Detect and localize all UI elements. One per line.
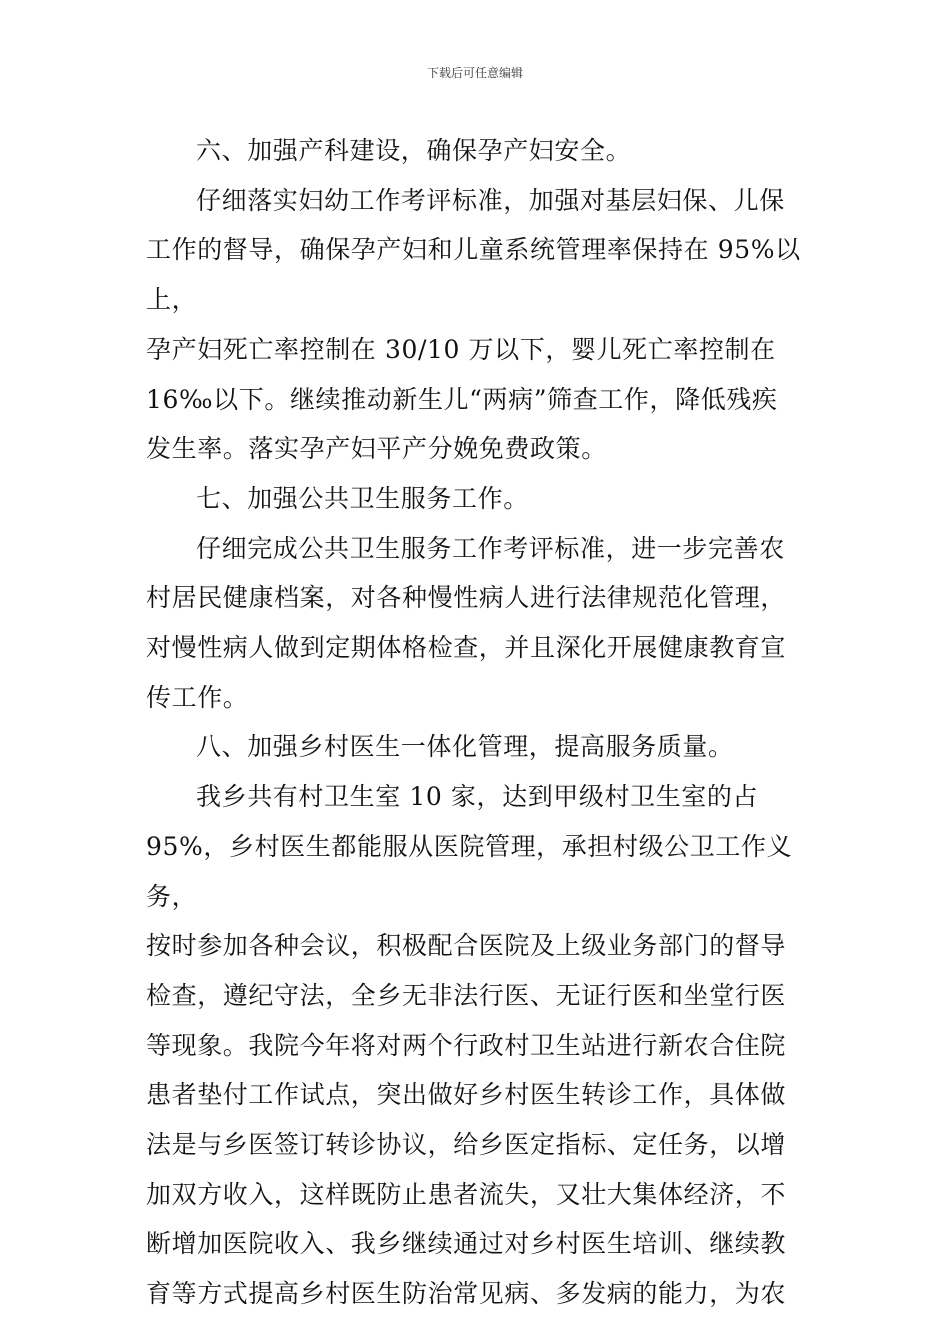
section-heading-7: 七、加强公共卫生服务工作。 bbox=[196, 483, 529, 513]
section-heading-6: 六、加强产科建设，确保孕产妇安全。 bbox=[196, 136, 632, 165]
paragraph-village-doctors: 我乡共有村卫生室 10 家，达到甲级村卫生室的占 95%，乡村医生都能服从医院管理，承担村级公卫工作义务， 按时参加各种会议，积极配合医院及上级业务部门的督导 检查，遵纪守法，全乡无非法行医、无证行医和坐堂行医 等现象。我院今年将对两个行政村卫生站进行新农合住院 患者垫付工作试点，突出做好乡村医生转诊工作，具体做 法是与乡医签订转诊协议，给乡医定指标、定任务，以增 加双方收入，这样既防止患者流失，又壮大集体经济，不 断增加医院收入、我乡继续通过对乡村医生培训、继续教 育等方式提高乡村医生防治常见病、多发病的能力，为农 bbox=[146, 782, 793, 1309]
paragraph-maternal-care: 仔细落实妇幼工作考评标准，加强对基层妇保、儿保 工作的督导，确保孕产妇和儿童系统管理率保持在 95%以上， 孕产妇死亡率控制在 30/10 万以下，婴儿死亡率控制在 16‰以下。继续推动新生儿“两病”筛查工作，降低残疾 发生率。落实孕产妇平产分娩免费政策。 bbox=[146, 185, 801, 464]
section-heading-8: 八、加强乡村医生一体化管理，提高服务质量。 bbox=[196, 732, 734, 762]
document-body bbox=[146, 126, 826, 1319]
page-header-note: 下载后可任意编辑 bbox=[426, 66, 523, 80]
paragraph-public-health: 仔细完成公共卫生服务工作考评标准，进一步完善农 村居民健康档案，对各种慢性病人进行法律规范化管理， 对慢性病人做到定期体格检查，并且深化开展健康教育宣 传工作。 bbox=[146, 533, 787, 712]
